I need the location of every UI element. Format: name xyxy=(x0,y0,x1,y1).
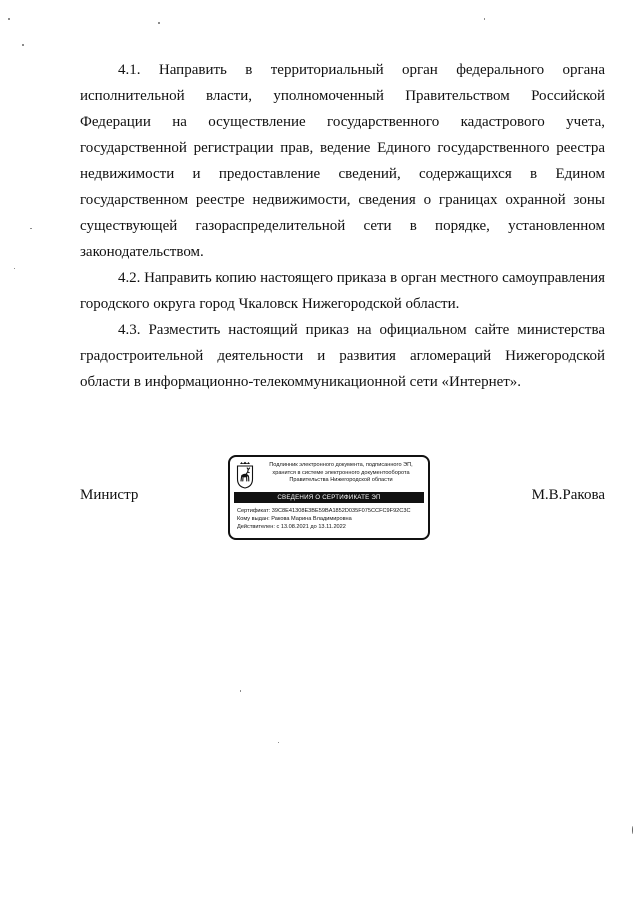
paragraph-4-1-line: государственном реестре недвижимости, сведения о границах охранной зоны xyxy=(80,192,605,208)
certificate-row xyxy=(237,508,411,516)
document-body xyxy=(80,57,605,395)
scan-speck xyxy=(22,44,24,46)
paragraph-4-3-line: градостроительной деятельности и развития агломераций Нижегородской xyxy=(80,348,605,364)
validity-row xyxy=(237,524,411,532)
electronic-signature-stamp xyxy=(228,455,430,540)
owner-label: Кому выдан: xyxy=(237,515,270,522)
scan-speck xyxy=(8,18,10,20)
scan-speck xyxy=(14,268,15,269)
validity-label: Действителен: xyxy=(237,523,275,530)
stamp-header xyxy=(256,462,426,485)
scan-speck xyxy=(632,826,633,834)
owner-row xyxy=(237,516,411,524)
paragraph-4-3-line: области в информационно-телекоммуникационной сети «Интернет». xyxy=(80,374,522,390)
paragraph-4-3-line: 4.3. Разместить настоящий приказ на официальном сайте министерства xyxy=(118,322,605,338)
paragraph-4-1-line: существующей газораспределительной сети в порядке, установленном xyxy=(80,218,605,234)
paragraph-4-1-line: Федерации на осуществление государственного кадастрового учета, xyxy=(80,114,605,130)
certificate-value: 39C8E41308E3BE59BA1852D035F075CCFC9F92C3C xyxy=(271,508,411,514)
coat-of-arms-icon xyxy=(236,461,254,489)
signatory-position: Министр xyxy=(80,487,139,503)
paragraph-4-2-line: 4.2. Направить копию настоящего приказа в орган местного самоуправления xyxy=(118,270,605,286)
stamp-header-line: Правительства Нижегородской области xyxy=(289,477,393,484)
paragraph-4-1-line: исполнительной власти, уполномоченный Правительством Российской xyxy=(80,88,605,104)
paragraph-4-1-line: недвижимости и предоставление сведений, содержащихся в Едином xyxy=(80,166,605,182)
paragraph-4-2-line: городского округа город Чкаловск Нижегородской области. xyxy=(80,296,460,312)
paragraph-4-1-line: 4.1. Направить в территориальный орган федерального органа xyxy=(118,62,605,78)
certificate-details xyxy=(237,508,411,531)
certificate-banner: СВЕДЕНИЯ О СЕРТИФИКАТЕ ЭП xyxy=(234,492,424,503)
paragraph-4-1-line: государственной регистрации прав, ведение Единого государственного реестра xyxy=(80,140,605,156)
signatory-name: М.В.Ракова xyxy=(531,487,605,503)
stamp-header-line: Подлинник электронного документа, подписанного ЭП, xyxy=(269,462,413,468)
stamp-header-line: хранится в системе электронного документооборота xyxy=(272,469,410,476)
scan-speck xyxy=(484,18,485,20)
validity-value: с 13.08.2021 до 13.11.2022 xyxy=(276,523,346,530)
scan-speck xyxy=(158,22,160,24)
certificate-label: Сертификат: xyxy=(237,508,271,514)
paragraph-4-1-line: законодательством. xyxy=(80,244,204,260)
scan-speck xyxy=(30,228,32,229)
scan-speck xyxy=(240,690,241,692)
scan-speck xyxy=(278,742,279,743)
owner-value: Ракова Марина Владимировна xyxy=(271,515,352,522)
